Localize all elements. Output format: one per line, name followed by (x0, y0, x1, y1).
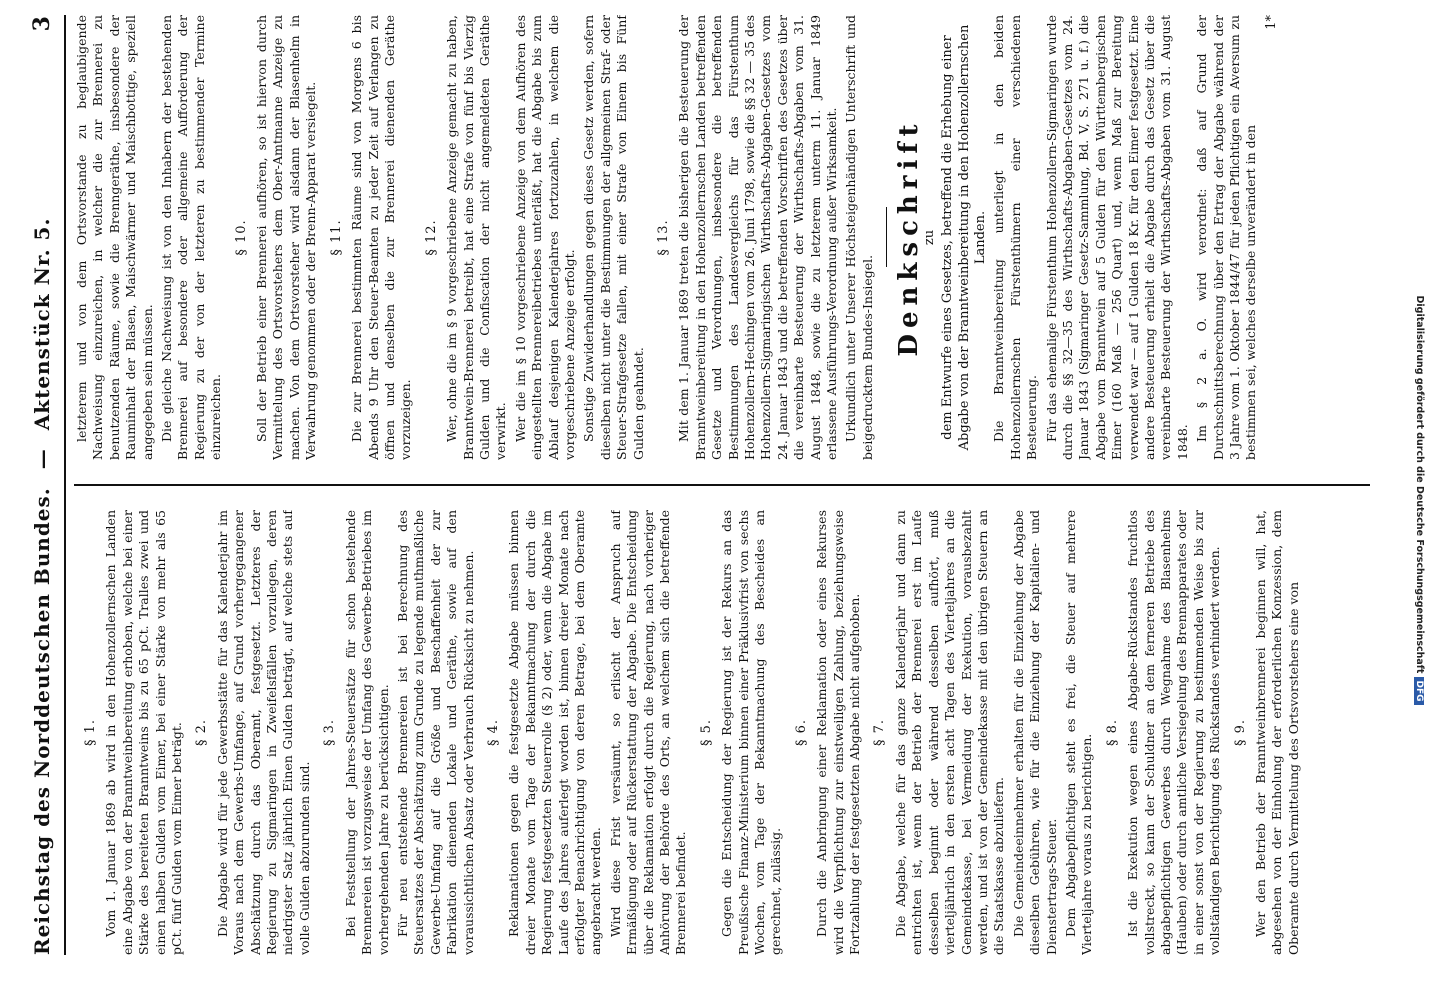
digitization-note (1411, 175, 1425, 825)
paragraph: Die Abgabe, welche für das ganze Kalenderjahr und dann zu entrichten ist, wenn der Betrieb der Brennerei erst im Laufe desselben beginnt oder während desselben aufhört, muß vierteljährlich in den ersten acht Tagen des Vierteljahres an die Gemeindekasse, bei Vermeidung der Exekution, vorausbezahlt werden, und ist von der Gemeindekasse mit den übrigen Steuern an die Staatskasse abzuliefern. (892, 510, 1007, 955)
section-heading: § 13. (656, 219, 671, 256)
paragraph: Ist die Exekution wegen eines Abgabe-Rückstandes fruchtlos vollstreckt, so kann der Schuldner an dem ferneren Betriebe des abgabepflichtigen Gewerbes durch Wegnahme des Blasenhelms (Hauben) oder durch amtliche Versiegelung des Brennapparates oder in einer sonst von der Regierung zu bestimmenden Weise bis zur vollständigen Berichtigung des Rückstandes verhindert werden. (1125, 510, 1223, 955)
paragraph: Die Gemeindeeinnehmer erhalten für die Einziehung der Abgabe dieselben Gebühren, wie für die Einziehung der Kapitalien- und Dienstertrags-Steuer. (1010, 510, 1059, 955)
paragraph: Wer die im § 10 vorgeschriebene Anzeige von dem Aufhören des eingestellten Brennereibetriebes unterläßt, hat die Abgabe bis zum Ablauf desjenigen Kalenderjahres fortzuzahlen, in welchem die vorgeschriebene Anzeige erfolgt. (512, 15, 577, 460)
memorandum-subtitle: zu (921, 229, 937, 246)
paragraph: Wer den Betrieb der Branntweinbrennerei beginnen will, hat, abgesehen von der Einholung der erforderlichen Konzession, dem Oberamte durch Vermittelung des Ortsvorstehers eine von (1253, 510, 1301, 955)
paragraph: Vom 1. Januar 1869 ab wird in den Hohenzollernschen Landen eine Abgabe von der Branntweinbereitung erhoben, welche bei einer Stärke des bereiteten Branntweins bis zu 65 pCt. Tralles zwei und einen halben Gulden vom Eimer, bei einer Stärke von mehr als 65 pCt. fünf Gulden vom Eimer beträgt. (103, 510, 185, 955)
section-heading: § 7. (872, 718, 888, 747)
section-heading: § 4. (485, 718, 501, 747)
paragraph: letzterem und von dem Ortsvorstande zu beglaubigende Nachweisung einzureichen, in welcher die zur Brennerei zu benutzenden Räume, sowie die Brenngeräthe, insbesondere der Rauminhalt der Blasen, Maischwärmer und Maischbottige, speziell angegeben sein müssen. (74, 15, 155, 460)
header-dash: — (30, 448, 54, 470)
section-heading: § 6. (793, 718, 809, 747)
paragraph: Wird diese Frist versäumt, so erlischt der Anspruch auf Ermäßigung oder auf Rückerstattung der Abgabe. Die Entscheidung über die Reklamation erfolgt durch die Regierung, nach vorheriger Anhörung der Behörde des Orts, an welchem sich die betreffende Brennerei befindet. (607, 510, 689, 955)
header-title-left: Reichstag des Norddeutschen Bundes. (30, 487, 54, 955)
paragraph: Bei Feststellung der Jahres-Steuersätze für schon bestehende Brennereien ist vorzugsweise der Umfang des Gewerbe-Betriebes im vorhergehenden Jahre zu berücksichtigen. (342, 510, 391, 955)
memorandum-subtitle: dem Entwurfe eines Gesetzes, betreffend die Erhebung einer Abgabe von der Branntweinbereitung in den Hohenzollernschen Landen. (940, 24, 988, 451)
memorandum-title: Denkschrift (894, 118, 925, 357)
digitization-text: Digitalisierung gefördert durch die Deutsche Forschungsgemeinschaft (1414, 295, 1425, 674)
paragraph: Die gleiche Nachweisung ist von den Inhabern der bestehenden Brennerei auf besondere oder allgemeine Aufforderung der Regierung zu der von der letzteren zu bestimmender Termine einzureichen. (159, 15, 224, 460)
paragraph: Die Abgabe wird für jede Gewerbsstätte für das Kalenderjahr im Voraus nach dem Gewerbs-Umfange, auf Grund vorhergegangener Abschätzung durch das Oberamt, festgesetzt. Letzteres der Regierung zu Sigmaringen in Zweifelsfällen vorzulegen, deren niedrigster Satz jährlich Einen Gulden beträgt, auf welche stets auf volle Gulden abzurunden sind. (214, 510, 312, 955)
section-heading: § 8. (1104, 718, 1120, 747)
header-left (30, 218, 54, 955)
paragraph: Für neu entstehende Brennereien ist bei Berechnung des Steuersatzes der Abschätzung zum Grunde zu legende muthmaßliche Gewerbe-Umfang auf die Größe und Beschaffenheit der zur Fabrikation dienenden Lokale und Geräthe, sowie auf den voraussichtlichen Absatz oder Verbrauch Rücksicht zu nehmen. (394, 510, 476, 955)
paragraph: Soll der Betrieb einer Brennerei aufhören, so ist hiervon durch Vermittelung des Ortsvorstehers dem Ober-Amtmanne Anzeige zu machen. Von dem Ortsvorsteher wird alsdann der Blasenhelm in Verwahrung genommen oder der Brenn-Apparat versiegelt. (254, 15, 319, 460)
left-column (74, 510, 1370, 955)
section-heading: § 3. (322, 718, 338, 747)
page-number: 3 (29, 15, 55, 32)
column-divider (74, 484, 1370, 486)
section-rule (886, 208, 887, 268)
rotated-page-content (20, 15, 1375, 955)
paragraph: Dem Abgabepflichtigen steht es frei, die Steuer auf mehrere Vierteljahre voraus zu berichtigen. (1062, 510, 1095, 955)
dfg-badge: DFG (1414, 677, 1424, 704)
paragraph: Sonstige Zuwiderhandlungen gegen dieses Gesetz werden, sofern dieselben nicht unter die Bestimmungen der allgemeinen Straf- oder Steuer-Strafgesetze fallen, mit einer Strafe von Einem bis Fünf Gulden geahndet. (581, 15, 646, 460)
text-columns (74, 15, 1370, 955)
paragraph: Für das ehemalige Fürstenthum Hohenzollern-Sigmaringen wurde durch die §§ 32—35 des Wirthschafts-Abgaben-Gesetzes vom 24. Januar 1843 (Sigmaringer Gesetz-Sammlung, Bd. V, S. 271 u. f.) die Abgabe vom Branntwein auf 5 Gulden für den Württembergischen Eimer (160 Maß — 256 Quart) und, wenn Maß zur Bereitung verwendet war — auf 1 Gulden 18 Kr. für den Eimer festgesetzt. Eine andere Besteuerung erhielt die Abgabe durch das Gesetz über die vereinbarte Besteuerung der Wirthschafts-Abgaben vom 31. August 1848. (1043, 15, 1190, 460)
page-header (20, 15, 66, 955)
right-column (74, 15, 1370, 460)
paragraph: Mit dem 1. Januar 1869 treten die bisherigen die Besteuerung der Branntweinbereitung in den Hohenzollernschen Landen betreffenden Gesetze und Verordnungen, insbesondere die betreffenden Bestimmungen des Landesvergleichs für das Fürstenthum Hohenzollern-Hechingen vom 26. Juni 1798, sowie die §§ 32 — 35 des Hohenzollern-Sigmaringischen Wirthschafts-Abgaben-Gesetzes vom 24. Januar 1843 und die betreffenden Vorschriften des Gesetzes über die vereinbarte Besteuerung der Wirthschafts-Abgaben vom 31. August 1848, sowie die zu letzterem unterm 11. Januar 1849 erlassene Ausführungs-Verordnung außer Wirksamkeit. (676, 15, 840, 460)
paragraph: Wer, ohne die im § 9 vorgeschriebene Anzeige gemacht zu haben, Branntwein-Brennerei betreibt, hat eine Strafe von fünf bis Vierzig Gulden und die Confiscation der nicht angemeldeten Geräthe verwirkt. (444, 15, 509, 460)
section-heading: § 12. (423, 219, 439, 256)
section-heading: § 11. (328, 219, 344, 256)
sheet-signature: 1* (1263, 15, 1279, 30)
header-title-right: Aktenstück Nr. 5. (30, 217, 54, 431)
paragraph: Die Branntweinbereitung unterliegt in den beiden Hohenzollernschen Fürstenthümern einer verschiedenen Besteuerung. (991, 15, 1040, 460)
paragraph: Gegen die Entscheidung der Regierung ist der Rekurs an das Preußische Finanz-Ministerium binnen einer Präklusivfrist von sechs Wochen, vom Tage der Bekanntmachung des Bescheides an gerechnet, zulässig. (719, 510, 784, 955)
section-heading: § 10. (233, 219, 249, 256)
paragraph: Durch die Anbringung einer Reklamation oder eines Rekurses wird die Verpflichtung zur einstweiligen Zahlung, beziehungsweise Fortzahlung der festgesetzten Abgabe nicht aufgehoben. (814, 510, 863, 955)
section-heading: § 5. (698, 718, 714, 747)
paragraph: Reklamationen gegen die festgesetzte Abgabe müssen binnen dreier Monate vom Tage der Bekanntmachung der durch die Regierung festgesetzten Steuerrolle (§ 2) oder, wenn die Abgabe im Laufe des Jahres auferlegt worden ist, binnen dreier Monate nach erfolgter Benachrichtigung von deren Betrage, bei dem Oberamte angebracht werden. (506, 510, 604, 955)
section-heading: § 2. (194, 718, 210, 747)
paragraph: Im § 2 a. O. wird verordnet: daß auf Grund der Durchschnittsberechnung über den Ertrag der Abgabe während der 3 Jahre vom 1. Oktober 1844/47 für jeden Pflichtigen ein Aversum zu bestimmen sei, welches derselbe unverändert in den (1194, 15, 1259, 460)
paragraph: Urkundlich unter Unserer Höchsteigenhändigen Unterschrift und beigedrucktem Bundes-Insiegel. (843, 15, 875, 460)
section-heading: § 9. (1232, 718, 1248, 747)
section-heading: § 1. (83, 718, 98, 747)
paragraph: Die zur Brennerei bestimmten Räume sind von Morgens 6 bis Abends 9 Uhr den Steuer-Beamten zu jeder Zeit auf Verlangen zu öffnen und denselben die zur Brennerei dienenden Geräthe vorzuzeigen. (349, 15, 414, 460)
